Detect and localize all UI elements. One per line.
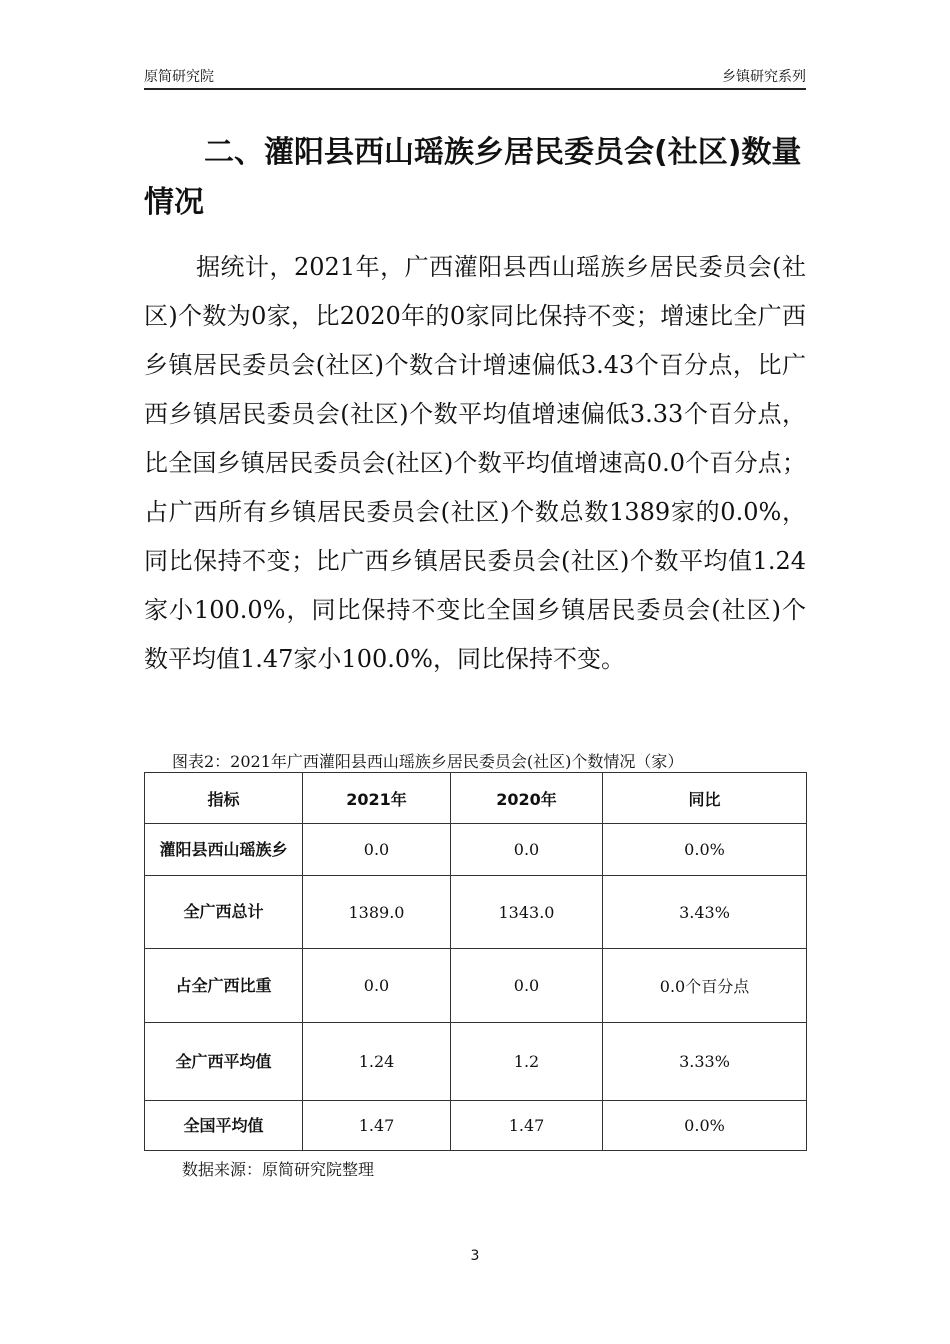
page-header (144, 66, 806, 90)
table-header-row (145, 773, 807, 824)
row-label: 全广西平均值 (145, 1023, 303, 1101)
col-header-indicator: 指标 (145, 773, 303, 824)
header-org: 原简研究院 (144, 69, 214, 85)
cell-2020: 0.0 (451, 824, 603, 876)
table-row (145, 949, 807, 1023)
cell-2021: 0.0 (303, 949, 451, 1023)
table-row (145, 1023, 807, 1101)
table-row (145, 1101, 807, 1151)
col-header-yoy: 同比 (603, 773, 807, 824)
cell-yoy: 0.0% (603, 824, 807, 876)
cell-2020: 0.0 (451, 949, 603, 1023)
cell-yoy: 3.43% (603, 876, 807, 949)
data-table (144, 772, 807, 1151)
page-number: 3 (470, 1248, 480, 1264)
cell-2021: 1389.0 (303, 876, 451, 949)
row-label: 占全广西比重 (145, 949, 303, 1023)
cell-2021: 1.47 (303, 1101, 451, 1151)
col-header-2020: 2020年 (451, 773, 603, 824)
cell-2021: 0.0 (303, 824, 451, 876)
cell-yoy: 3.33% (603, 1023, 807, 1101)
section-title: 二、灌阳县西山瑶族乡居民委员会(社区)数量情况 (144, 135, 802, 220)
data-source-note: 数据来源：原简研究院整理 (182, 1160, 375, 1179)
cell-2020: 1.47 (451, 1101, 603, 1151)
table-row (145, 876, 807, 949)
row-label: 全国平均值 (145, 1101, 303, 1151)
col-header-2021: 2021年 (303, 773, 451, 824)
table-caption: 图表2：2021年广西灌阳县西山瑶族乡居民委员会(社区)个数情况（家） (172, 752, 684, 771)
cell-yoy: 0.0个百分点 (603, 949, 807, 1023)
table-row (145, 824, 807, 876)
row-label: 全广西总计 (145, 876, 303, 949)
cell-2020: 1.2 (451, 1023, 603, 1101)
body-paragraph: 据统计，2021年，广西灌阳县西山瑶族乡居民委员会(社区)个数为0家，比2020年的0家同比保持不变；增速比全广西乡镇居民委员会(社区)个数合计增速偏低3.43个百分点，比广西乡镇居民委员会(社区)个数平均值增速偏低3.33个百分点，比全国乡镇居民委员会(社区)个数平均值增速高0.0个百分点；占广西所有乡镇居民委员会(社区)个数总数1389家的0.0%，同比保持不变；比广西乡镇居民委员会(社区)个数平均值1.24家小100.0%，同比保持不变比全国乡镇居民委员会(社区)个数平均值1.47家小100.0%，同比保持不变。 (144, 253, 806, 673)
cell-2020: 1343.0 (451, 876, 603, 949)
cell-yoy: 0.0% (603, 1101, 807, 1151)
row-label: 灌阳县西山瑶族乡 (145, 824, 303, 876)
header-series: 乡镇研究系列 (722, 69, 806, 85)
cell-2021: 1.24 (303, 1023, 451, 1101)
